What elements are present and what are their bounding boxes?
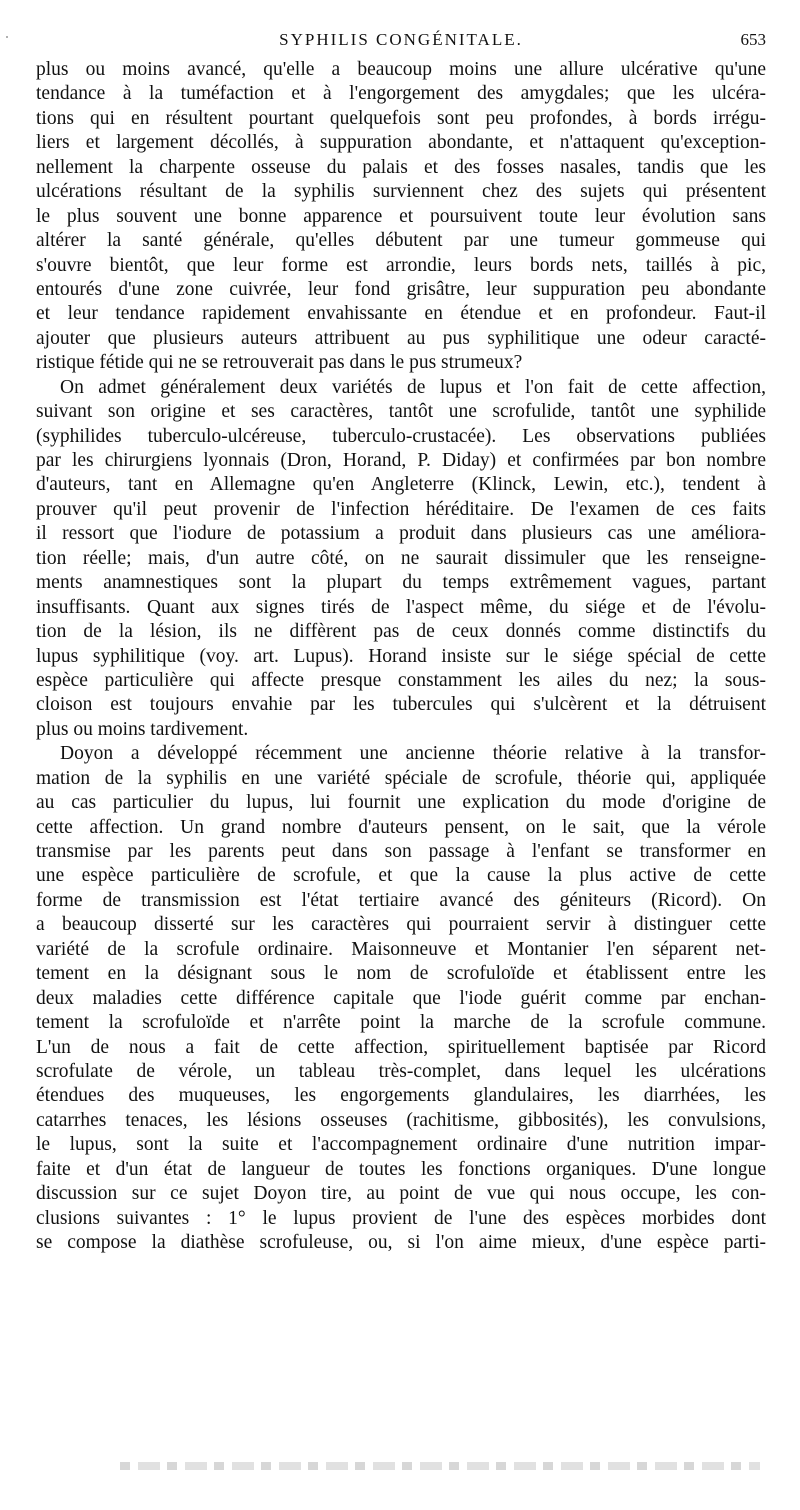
text-line: nellement la charpente osseuse du palais et des fosses nasales, tandis que les: [36, 156, 766, 178]
text-line: suivant son origine et ses caractères, tantôt une scrofulide, tantôt une syphilide: [36, 401, 766, 423]
text-line: ulcérations résultant de la syphilis surviennent chez des sujets qui présentent: [36, 181, 766, 203]
text-line: ristique fétide qui ne se retrouverait pas dans le pus strumeux?: [36, 352, 523, 374]
text-line: forme de transmission est l'état tertiaire avancé des géniteurs (Ricord). On: [36, 889, 766, 911]
text-line: plus ou moins avancé, qu'elle a beaucoup moins une allure ulcérative qu'une: [36, 59, 766, 80]
text-line: ajouter que plusieurs auteurs attribuent au pus syphilitique une odeur caracté-: [36, 327, 766, 349]
body-text: [36, 58, 766, 1255]
text-line: tion de la lésion, ils ne diffèrent pas de ceux donnés comme distinctifs du: [36, 621, 766, 643]
text-line: transmise par les parents peut dans son passage à l'enfant se transformer en: [36, 841, 766, 862]
text-line: d'auteurs, tant en Allemagne qu'en Angleterre (Klinck, Lewin, etc.), tendent à: [36, 474, 766, 496]
margin-speck: [6, 36, 8, 38]
text-line: mation de la syphilis en une variété spéciale de scrofule, théorie qui, appliquée: [36, 767, 766, 789]
text-line: variété de la scrofule ordinaire. Maisonneuve et Montanier l'en séparent net-: [36, 938, 766, 960]
text-line: une espèce particulière de scrofule, et que la cause la plus active de cette: [36, 865, 766, 887]
text-line: cette affection. Un grand nombre d'auteurs pensent, on le sait, que la vérole: [36, 816, 766, 838]
text-line: tion réelle; mais, d'un autre côté, on ne saurait dissimuler que les renseigne-: [36, 547, 766, 569]
text-line: catarrhes tenaces, les lésions osseuses (rachitisme, gibbosités), les convulsions,: [36, 1109, 766, 1131]
text-line: tement en la désignant sous le nom de scrofuloïde et établissent entre les: [36, 963, 766, 985]
text-line: discussion sur ce sujet Doyon tire, au point de vue qui nous occupe, les con-: [36, 1183, 766, 1205]
text-line: tions qui en résultent pourtant quelquefois sont peu profondes, à bords irrégu-: [36, 107, 766, 129]
text-line: s'ouvre bientôt, que leur forme est arrondie, leurs bords nets, taillés à pic,: [36, 254, 766, 276]
text-line: étendues des muqueuses, les engorgements glandulaires, les diarrhées, les: [36, 1085, 766, 1107]
text-line: (syphilides tuberculo-ulcéreuse, tuberculo-crustacée). Les observations publiées: [36, 425, 766, 447]
text-line: tement la scrofuloïde et n'arrête point la marche de la scrofule commune.: [36, 1012, 766, 1034]
text-line: faite et d'un état de langueur de toutes les fonctions organiques. D'une longue: [36, 1158, 766, 1180]
text-line: Doyon a développé récemment une ancienne théorie relative à la transfor-: [60, 743, 766, 765]
bleed-through-line: [120, 1462, 760, 1470]
text-line: L'un de nous a fait de cette affection, spirituellement baptisée par Ricord: [36, 1036, 766, 1058]
running-header: [36, 30, 766, 54]
text-line: cloison est toujours envahie par les tubercules qui s'ulcèrent et la détruisent: [36, 694, 766, 716]
text-line: et leur tendance rapidement envahissante en étendue et en profondeur. Faut-il: [36, 303, 766, 325]
text-line: entourés d'une zone cuivrée, leur fond grisâtre, leur suppuration peu abondante: [36, 278, 766, 300]
text-line: prouver qu'il peut provenir de l'infection héréditaire. De l'examen de ces faits: [36, 498, 766, 520]
text-line: a beaucoup disserté sur les caractères qui pourraient servir à distinguer cette: [36, 914, 766, 936]
text-line: il ressort que l'iodure de potassium a produit dans plusieurs cas une améliora-: [36, 523, 766, 545]
text-line: espèce particulière qui affecte presque constamment les ailes du nez; la sous-: [36, 669, 766, 691]
text-line: le plus souvent une bonne apparence et poursuivent toute leur évolution sans: [36, 205, 766, 227]
text-line: scrofulate de vérole, un tableau très-complet, dans lequel les ulcérations: [36, 1060, 766, 1082]
text-line: altérer la santé générale, qu'elles débutent par une tumeur gommeuse qui: [36, 230, 766, 252]
running-title: SYPHILIS CONGÉNITALE.: [279, 30, 523, 49]
text-line: ments anamnestiques sont la plupart du temps extrêmement vagues, partant: [36, 572, 766, 594]
page-number: 653: [740, 30, 766, 49]
text-line: liers et largement décollés, à suppuration abondante, et n'attaquent qu'exception-: [36, 132, 766, 154]
text-line: lupus syphilitique (voy. art. Lupus). Horand insiste sur le siége spécial de cette: [36, 645, 766, 667]
text-line: au cas particulier du lupus, lui fournit une explication du mode d'origine de: [36, 792, 766, 814]
text-line: On admet généralement deux variétés de lupus et l'on fait de cette affection,: [60, 376, 766, 398]
text-line: par les chirurgiens lyonnais (Dron, Horand, P. Diday) et confirmées par bon nombre: [36, 450, 766, 471]
text-line: deux maladies cette différence capitale que l'iode guérit comme par enchan-: [36, 987, 766, 1009]
text-line: clusions suivantes : 1° le lupus provient de l'une des espèces morbides dont: [36, 1207, 766, 1229]
text-line: insuffisants. Quant aux signes tirés de l'aspect même, du siége et de l'évolu-: [36, 596, 766, 618]
text-line: plus ou moins tardivement.: [36, 718, 249, 740]
text-line: tendance à la tuméfaction et à l'engorgement des amygdales; que les ulcéra-: [36, 83, 766, 105]
text-line: le lupus, sont la suite et l'accompagnement ordinaire d'une nutrition impar-: [36, 1134, 766, 1156]
text-line: se compose la diathèse scrofuleuse, ou, si l'on aime mieux, d'une espèce parti-: [36, 1232, 766, 1253]
